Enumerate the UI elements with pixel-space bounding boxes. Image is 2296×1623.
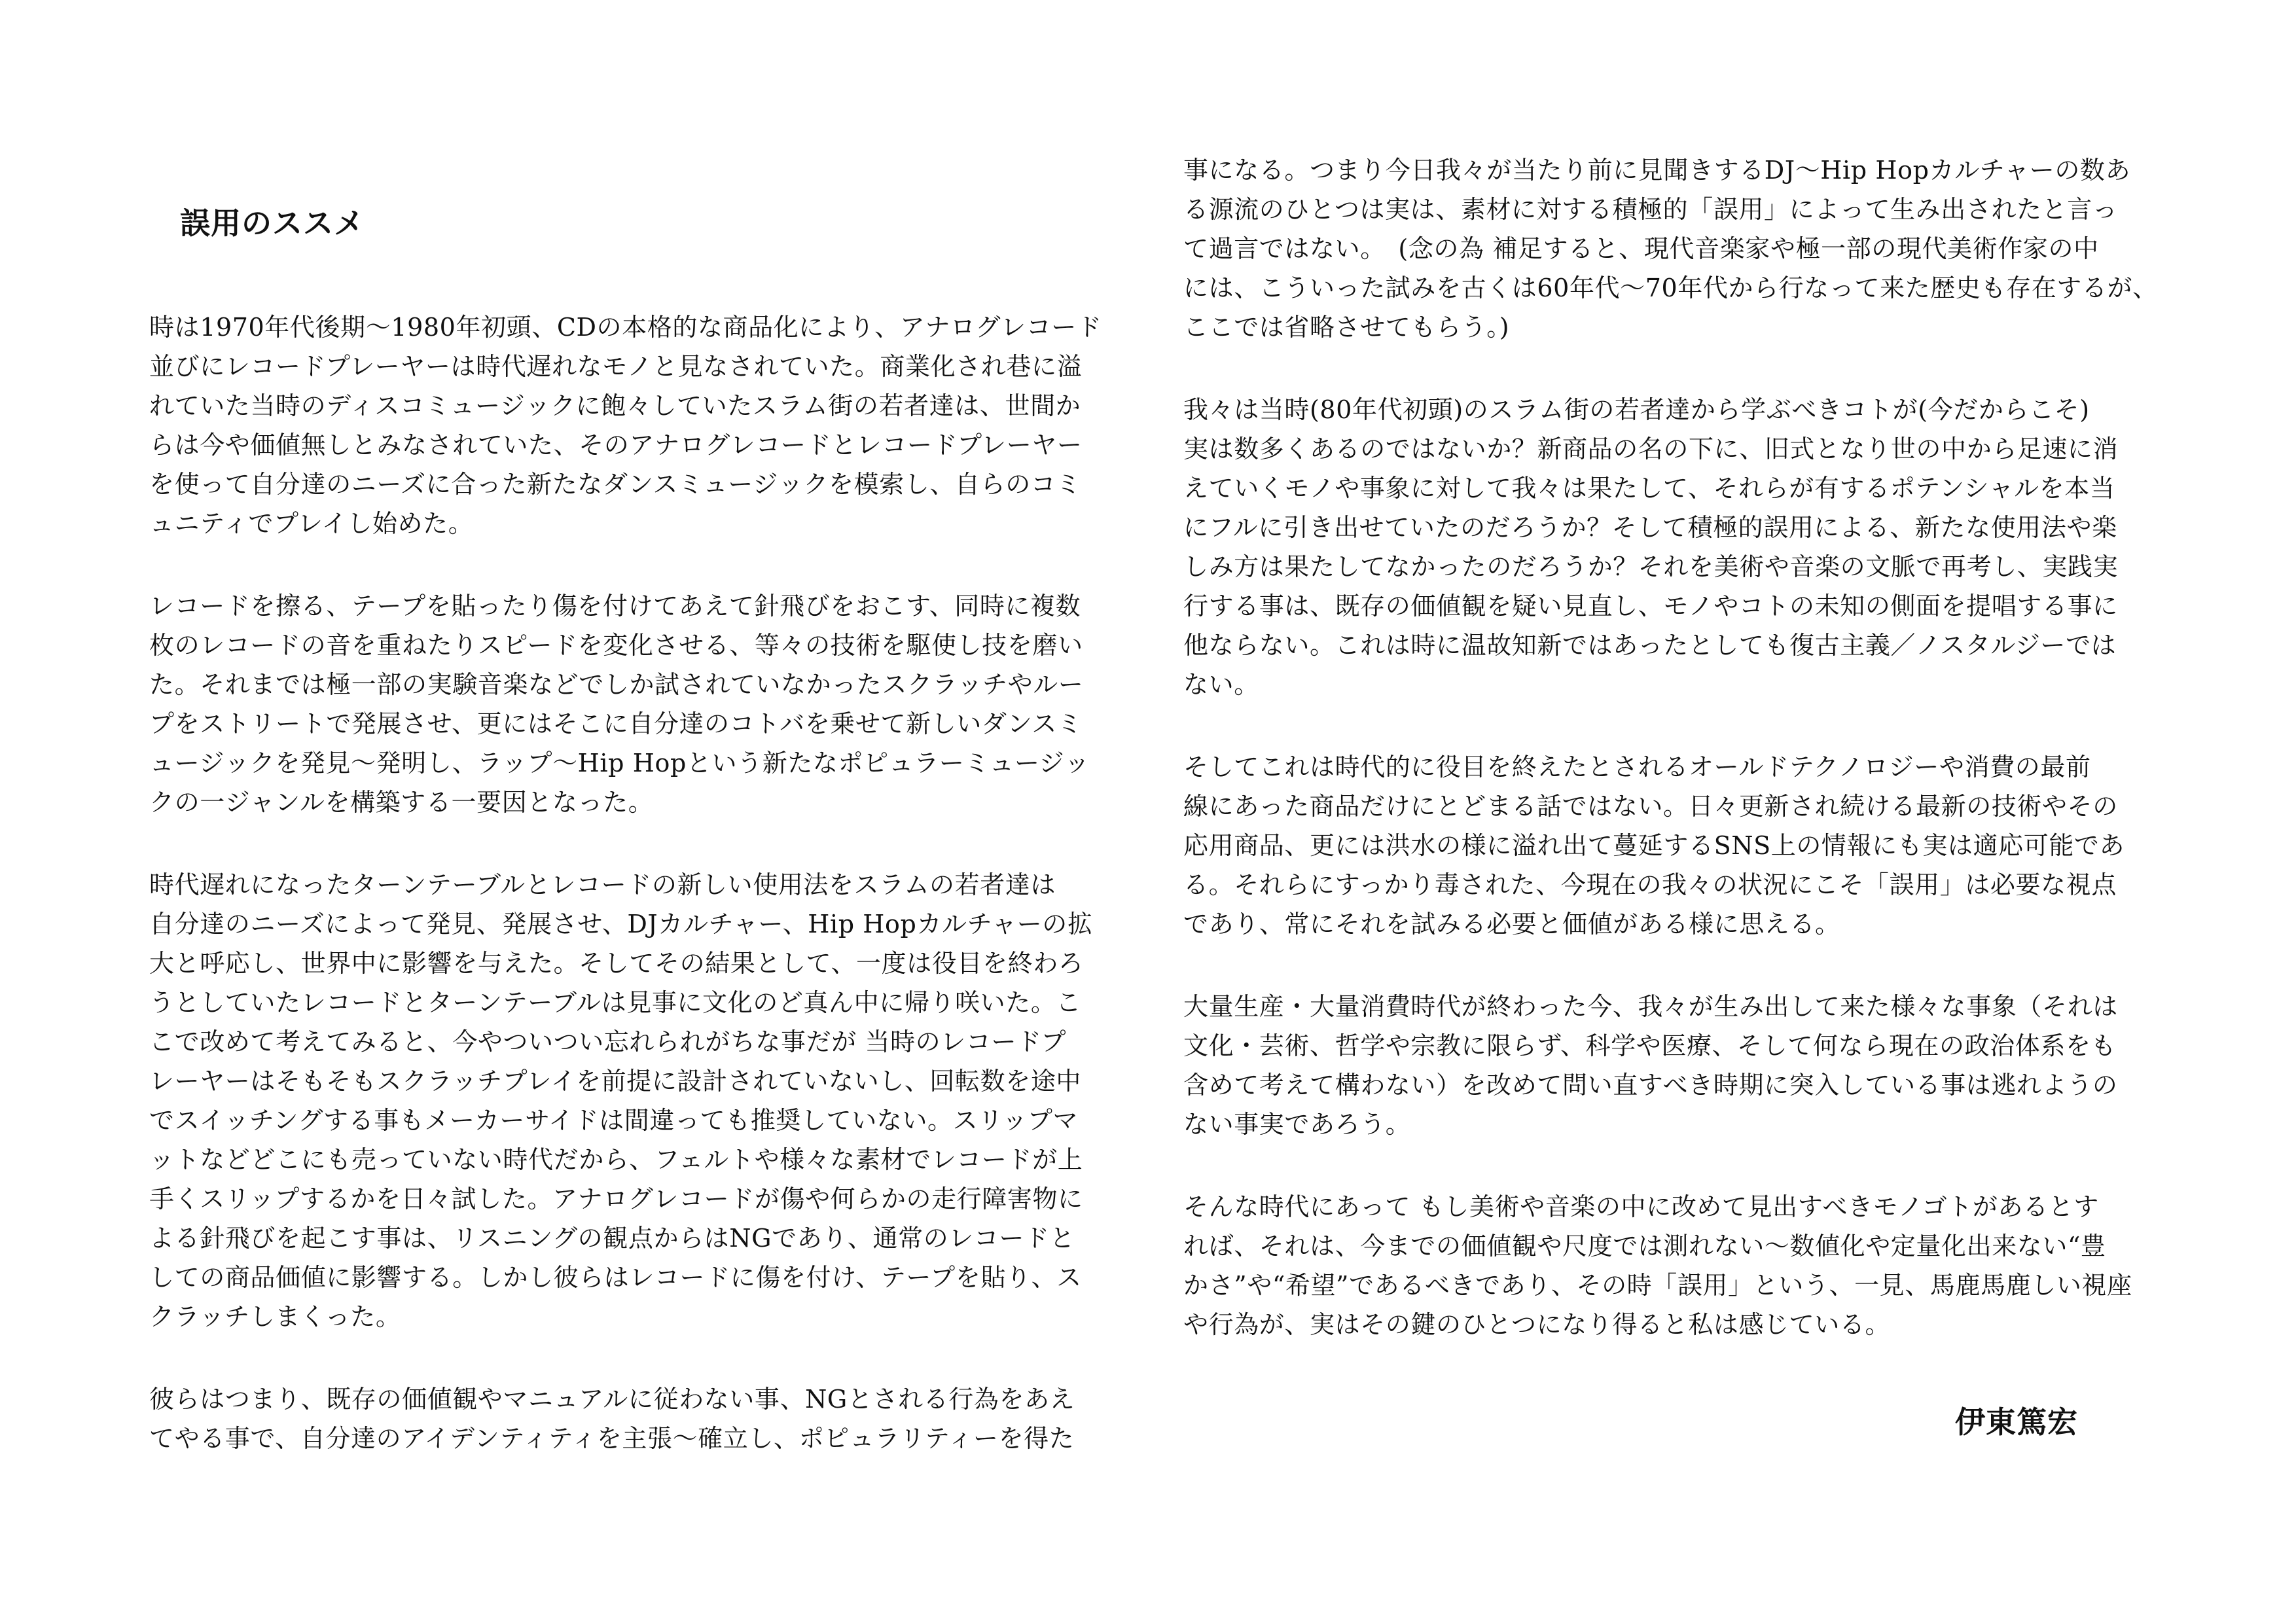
text-line: 並びにレコードプレーヤーは時代遅れなモノと見なされていた。商業化され巷に溢 xyxy=(149,352,1083,381)
text-line: 文化・芸術、哲学や宗教に限らず、科学や医療、そして何なら現在の政治体系をも xyxy=(1183,1031,2117,1060)
text-line: らは今や価値無しとみなされていた、そのアナログレコードとレコードプレーヤー xyxy=(149,431,1083,459)
paragraph xyxy=(149,1380,1134,1458)
text-line: ュニティでプレイし始めた。 xyxy=(149,509,474,538)
essay-title: 誤用のススメ xyxy=(180,205,365,241)
text-line: 大と呼応し、世界中に影響を与えた。そしてその結果として、一度は役目を終わろ xyxy=(149,949,1084,978)
text-line: る源流のひとつは実は、素材に対する積極的「誤用」によって生み出されたと言っ xyxy=(1183,195,2118,224)
paragraph xyxy=(149,586,1134,822)
text-line: そんな時代にあって もし美術や音楽の中に改めて見出すべきモノゴトがあるとす xyxy=(1183,1192,2099,1221)
text-line: 他ならない。これは時に温故知新ではあったとしても復古主義／ノスタルジーでは xyxy=(1183,631,2117,660)
text-line: 彼らはつまり、既存の価値観やマニュアルに従わない事、NGとされる行為をあえ xyxy=(149,1385,1075,1414)
text-line: 行する事は、既存の価値観を疑い見直し、モノやコトの未知の側面を提唱する事に xyxy=(1183,592,2118,620)
text-line: や行為が、実はその鍵のひとつになり得ると私は感じている。 xyxy=(1183,1310,1891,1339)
text-line: 枚のレコードの音を重ねたりスピードを変化させる、等々の技術を駆使し技を磨い xyxy=(149,631,1083,660)
text-line: そしてこれは時代的に役目を終えたとされるオールドテクノロジーや消費の最前 xyxy=(1183,753,2091,781)
text-line: 含めて考えて構わない）を改めて問い直すべき時期に突入している事は逃れようの xyxy=(1183,1071,2118,1099)
text-line: クの一ジャンルを構築する一要因となった。 xyxy=(149,788,654,817)
text-line: た。それまでは極一部の実験音楽などでしか試されていなかったスクラッチやルー xyxy=(149,670,1084,699)
right-column xyxy=(1183,151,2168,1387)
text-line: ュージックを発見〜発明し、ラップ〜Hip Hopという新たなポピュラーミュージッ xyxy=(149,749,1090,777)
text-line: であり、常にそれを試みる必要と価値がある様に思える。 xyxy=(1183,910,1840,938)
text-line: よる針飛びを起こす事は、リスニングの観点からはNGであり、通常のレコードと xyxy=(149,1224,1075,1253)
text-line: ない。 xyxy=(1183,670,1259,699)
text-line: て過言ではない。 (念の為 補足すると、現代音楽家や極一部の現代美術作家の中 xyxy=(1183,234,2099,263)
author-signature: 伊東篤宏 xyxy=(1955,1404,2078,1440)
text-line: 線にあった商品だけにとどまる話ではない。日々更新され続ける最新の技術やその xyxy=(1183,792,2118,821)
text-line: 手くスリップするかを日々試した。アナログレコードが傷や何らかの走行障害物に xyxy=(149,1185,1083,1213)
text-line: レーヤーはそもそもスクラッチプレイを前提に設計されていないし、回転数を途中 xyxy=(149,1067,1082,1096)
paragraph xyxy=(1183,1187,2168,1344)
paragraph xyxy=(149,308,1134,543)
text-line: レコードを擦る、テープを貼ったり傷を付けてあえて針飛びをおこす、同時に複数 xyxy=(149,592,1081,620)
text-line: ットなどどこにも売っていない時代だから、フェルトや様々な素材でレコードが上 xyxy=(149,1145,1083,1174)
text-line: 時は1970年代後期〜1980年初頭、CDの本格的な商品化により、アナログレコード xyxy=(149,313,1102,342)
text-line: 応用商品、更には洪水の様に溢れ出て蔓延するSNS上の情報にも実は適応可能であ xyxy=(1183,831,2125,860)
paragraph xyxy=(1183,390,2168,704)
paragraph xyxy=(1183,747,2168,944)
text-line: にフルに引き出せていたのだろうか？そして積極的誤用による、新たな使用法や楽 xyxy=(1183,513,2117,542)
text-line: プをストリートで発展させ、更にはそこに自分達のコトバを乗せて新しいダンスミ xyxy=(149,709,1083,738)
paragraph xyxy=(1183,151,2168,347)
left-column xyxy=(149,308,1134,1501)
text-line: 大量生産・大量消費時代が終わった今、我々が生み出して来た様々な事象（それは xyxy=(1183,992,2118,1021)
text-line: しみ方は果たしてなかったのだろうか？それを美術や音楽の文脈で再考し、実践実 xyxy=(1183,552,2119,581)
text-line: しての商品価値に影響する。しかし彼らはレコードに傷を付け、テープを貼り、ス xyxy=(149,1263,1082,1292)
text-line: れていた当時のディスコミュージックに飽々していたスラム街の若者達は、世間か xyxy=(149,391,1081,420)
text-line: てやる事で、自分達のアイデンティティを主張〜確立し、ポピュラリティーを得た xyxy=(149,1424,1075,1453)
text-line: うとしていたレコードとターンテーブルは見事に文化のど真ん中に帰り咲いた。こ xyxy=(149,988,1082,1017)
text-line: ここでは省略させてもらう。) xyxy=(1183,313,1510,342)
text-line: こで改めて考えてみると、今やついつい忘れられがちな事だが 当時のレコードプ xyxy=(149,1027,1067,1056)
text-line: 事になる。つまり今日我々が当たり前に見聞きするDJ〜Hip Hopカルチャーの数あ xyxy=(1183,156,2131,185)
text-line: えていくモノや事象に対して我々は果たして、それらが有するポテンシャルを本当 xyxy=(1183,474,2115,503)
text-line: 自分達のニーズによって発見、発展させ、DJカルチャー、Hip Hopカルチャーの拡 xyxy=(149,910,1093,938)
text-line: 実は数多くあるのではないか？新商品の名の下に、旧式となり世の中から足速に消 xyxy=(1183,435,2119,463)
text-line: る。それらにすっかり毒された、今現在の我々の状況にこそ「誤用」は必要な視点 xyxy=(1183,870,2117,899)
paragraph xyxy=(1183,987,2168,1144)
text-line: れば、それは、今までの価値観や尺度では測れない〜数値化や定量化出来ない“豊 xyxy=(1183,1232,2106,1260)
text-line: ない事実であろう。 xyxy=(1183,1110,1411,1139)
text-line: 時代遅れになったターンテーブルとレコードの新しい使用法をスラムの若者達は xyxy=(149,870,1056,899)
text-line: 我々は当時(80年代初頭)のスラム街の若者達から学ぶべきコトが(今だからこそ) xyxy=(1183,395,2090,424)
text-line: には、こういった試みを古くは60年代〜70年代から行なって来た歴史も存在するが、 xyxy=(1183,274,2158,302)
text-line: クラッチしまくった。 xyxy=(149,1302,401,1331)
paragraph xyxy=(149,865,1134,1336)
text-line: かさ”や“希望”であるべきであり、その時「誤用」という、一見、馬鹿馬鹿しい視座 xyxy=(1183,1271,2132,1300)
text-line: を使って自分達のニーズに合った新たなダンスミュージックを模索し、自らのコミ xyxy=(149,470,1082,499)
text-line: でスイッチングする事もメーカーサイドは間違っても推奨していない。スリップマ xyxy=(149,1106,1079,1135)
